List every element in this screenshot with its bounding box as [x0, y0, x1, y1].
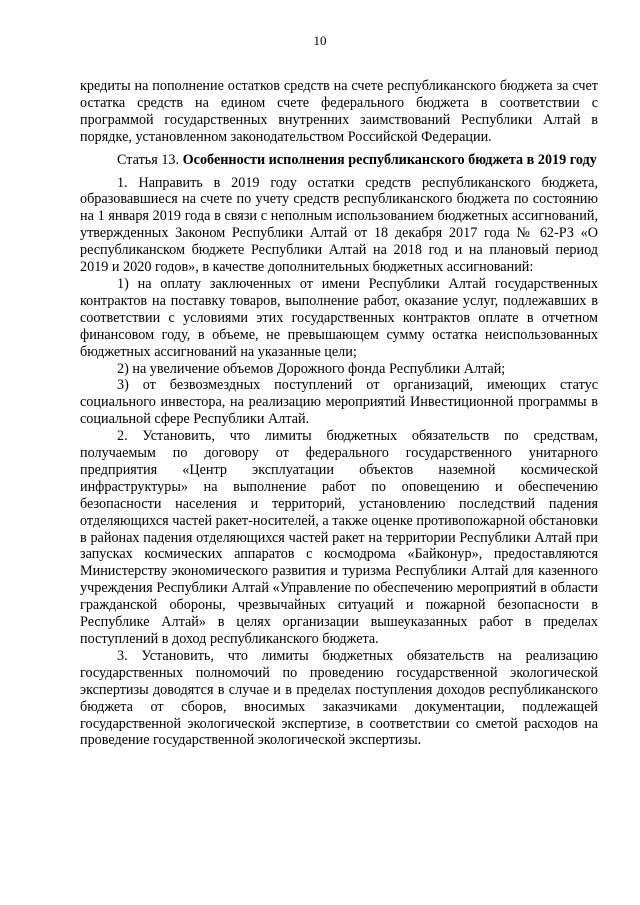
article-heading: [80, 152, 598, 169]
paragraph-item-3: 3. Установить, что лимиты бюджетных обязательств на реализацию государственных полномочий по проведению государственной экологической экспертизы доводятся в случае и в пределах поступления доходов республиканского бюджета от сборов, вносимых заказчиками документации, подлежащей государственной экологической экспертизе, в соответствии со сметой расходов на проведение государственной экологической экспертизы.: [80, 647, 598, 749]
article-title: Особенности исполнения республиканского бюджета в 2019 году: [182, 151, 597, 168]
paragraph-item-2: 2. Установить, что лимиты бюджетных обязательств по средствам, получаемым по договору от федерального государственного унитарного предприятия «Центр эксплуатации объектов наземной космической инфраструктуры» на выполнение работ по оповещению и обеспечению безопасности населения и территорий, установлению последствий падения отделяющихся частей ракет-носителей, а также оценке противопожарной обстановки в районах падения отделяющихся частей ракет на территории Республики Алтай при запусках космических аппаратов с космодрома «Байконур», предоставляются Министерству экономического развития и туризма Республики Алтай для казенного учреждения Республики Алтай «Управление по обеспечению мероприятий в области гражданской обороны, чрезвычайных ситуаций и пожарной безопасности в Республике Алтай» в целях организации вышеуказанных работ в пределах поступлений в доход республиканского бюджета.: [80, 428, 598, 647]
document-body: [80, 78, 598, 749]
paragraph-item-1: 1. Направить в 2019 году остатки средств республиканского бюджета, образовавшиеся на счете по учету средств республиканского бюджета по состоянию на 1 января 2019 года в связи с неполным использованием бюджетных ассигнований, утвержденных Законом Республики Алтай от 18 декабря 2017 года № 62-РЗ «О республиканском бюджете Республики Алтай на 2018 год и на плановый период 2019 и 2020 годов», в качестве дополнительных бюджетных ассигнований:: [80, 174, 598, 276]
paragraph-subitem-1: 1) на оплату заключенных от имени Республики Алтай государственных контрактов на поставку товаров, выполнение работ, оказание услуг, подлежавших в соответствии с условиями этих государственных контрактов оплате в отчетном финансовом году, в объеме, не превышающем сумму остатка неиспользованных бюджетных ассигнований на указанные цели;: [80, 275, 598, 360]
paragraph-subitem-3: 3) от безвозмездных поступлений от организаций, имеющих статус социального инвестора, на реализацию мероприятий Инвестиционной программы в социальной сфере Республики Алтай.: [80, 377, 598, 428]
article-label: Статья 13.: [117, 151, 180, 168]
paragraph-subitem-2: 2) на увеличение объемов Дорожного фонда Республики Алтай;: [117, 360, 506, 377]
page-number: 10: [313, 33, 327, 48]
paragraph-credits-continuation: кредиты на пополнение остатков средств на счете республиканского бюджета за счет остатка средств на едином счете федерального бюджета в соответствии с программой государственных внутренних заимствований Республики Алтай в порядке, установленном законодательством Российской Федерации.: [80, 78, 598, 145]
